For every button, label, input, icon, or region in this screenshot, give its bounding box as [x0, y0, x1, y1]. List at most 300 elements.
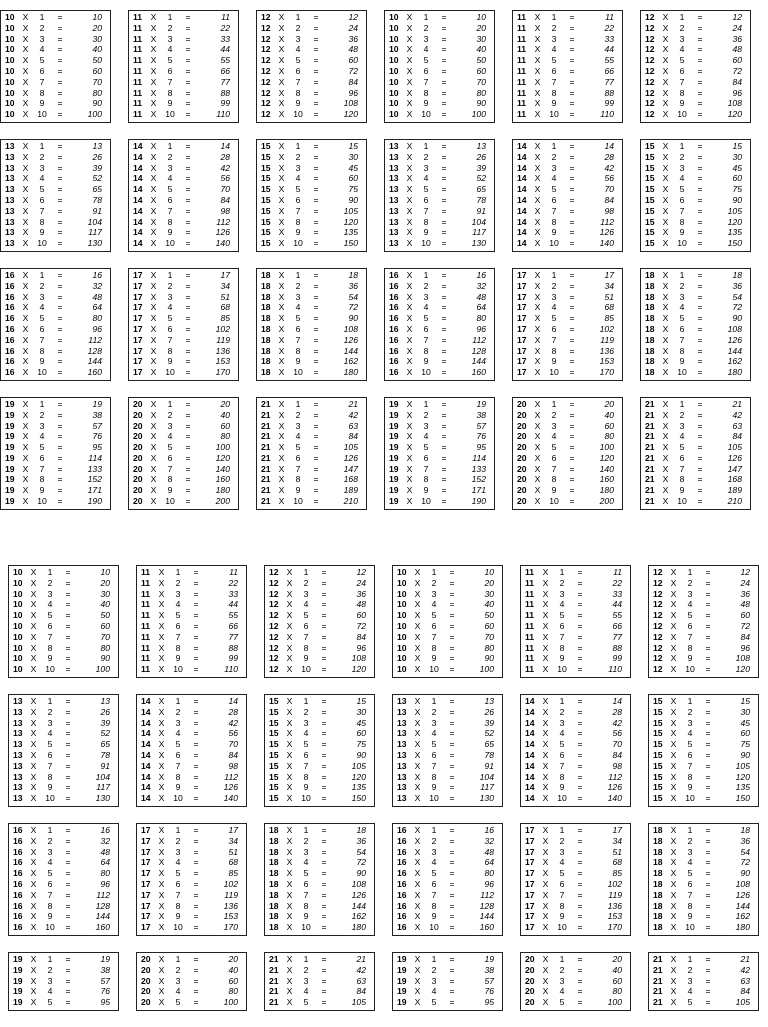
multiply-sign: X	[542, 793, 549, 804]
base-number: 21	[269, 964, 279, 975]
base-number: 16	[13, 824, 23, 835]
multiplier: 8	[39, 216, 45, 227]
base-number: 11	[517, 98, 527, 109]
table-line	[389, 141, 492, 152]
table-line	[525, 728, 628, 739]
table-line	[645, 496, 748, 507]
table-line	[397, 761, 500, 772]
multiply-sign: X	[414, 824, 421, 835]
equals-sign: =	[569, 280, 575, 291]
multiplier: 9	[559, 782, 565, 793]
equals-sign: =	[65, 953, 71, 964]
product: 17	[228, 824, 238, 835]
multiplier: 10	[421, 109, 431, 120]
product: 24	[356, 577, 366, 588]
base-number: 20	[133, 442, 143, 453]
product: 80	[612, 986, 622, 997]
equals-sign: =	[185, 140, 191, 151]
table-line	[397, 643, 500, 654]
table-line	[141, 643, 244, 654]
table-line	[653, 578, 756, 589]
multiply-sign: X	[30, 857, 37, 868]
base-number: 16	[13, 835, 23, 846]
multiply-sign: X	[278, 431, 285, 442]
multiplier: 5	[551, 184, 557, 195]
equals-sign: =	[577, 922, 583, 933]
table-line	[5, 12, 108, 23]
base-number: 12	[269, 631, 279, 642]
multiply-sign: X	[286, 631, 293, 642]
base-number: 20	[517, 485, 527, 496]
multiplier: 4	[551, 44, 557, 55]
product: 96	[476, 323, 486, 334]
equals-sign: =	[569, 216, 575, 227]
equals-sign: =	[441, 463, 447, 474]
equals-sign: =	[441, 109, 447, 120]
base-number: 14	[525, 717, 535, 728]
table-line	[517, 313, 620, 324]
equals-sign: =	[441, 334, 447, 345]
base-number: 12	[269, 620, 279, 631]
equals-sign: =	[193, 793, 199, 804]
table-line	[261, 399, 364, 410]
multiplier: 1	[687, 567, 693, 577]
product: 14	[228, 695, 238, 706]
base-number: 14	[525, 771, 535, 782]
multiply-sign: X	[406, 280, 413, 291]
equals-sign: =	[697, 151, 703, 162]
multiply-sign: X	[30, 793, 37, 804]
table-line	[269, 976, 372, 987]
base-number: 18	[653, 835, 663, 846]
multiply-sign: X	[158, 771, 165, 782]
base-number: 19	[389, 463, 399, 474]
multiply-sign: X	[542, 664, 549, 675]
multiplier: 6	[679, 323, 685, 334]
multiply-sign: X	[30, 868, 37, 879]
product: 152	[87, 474, 102, 485]
product: 98	[612, 760, 622, 771]
multiplier: 10	[557, 922, 567, 933]
multiplier: 2	[39, 280, 45, 291]
base-number: 10	[13, 642, 23, 653]
equals-sign: =	[321, 610, 327, 621]
table-line	[133, 313, 236, 324]
base-number: 18	[645, 323, 655, 334]
product: 72	[348, 65, 358, 76]
multiply-sign: X	[30, 835, 37, 846]
equals-sign: =	[697, 194, 703, 205]
multiplier: 1	[431, 567, 437, 577]
base-number: 19	[5, 463, 15, 474]
multiply-sign: X	[662, 44, 669, 55]
multiply-sign: X	[286, 878, 293, 889]
multiplier: 6	[423, 323, 429, 334]
table-line	[5, 453, 108, 464]
table-line	[517, 66, 620, 77]
multiplier: 10	[45, 793, 55, 804]
base-number: 12	[645, 98, 655, 109]
base-number: 16	[5, 280, 15, 291]
table-line	[517, 184, 620, 195]
base-number: 13	[5, 194, 15, 205]
multiplier: 2	[423, 409, 429, 420]
base-number: 13	[389, 151, 399, 162]
table-line	[389, 442, 492, 453]
equals-sign: =	[449, 771, 455, 782]
base-number: 19	[5, 431, 15, 442]
product: 39	[92, 162, 102, 173]
equals-sign: =	[57, 302, 63, 313]
table-line	[269, 728, 372, 739]
multiply-sign: X	[542, 610, 549, 621]
multiplier: 2	[679, 409, 685, 420]
product: 90	[484, 653, 494, 664]
table-line	[645, 431, 748, 442]
product: 60	[228, 975, 238, 986]
base-number: 16	[13, 868, 23, 879]
times-table-14	[520, 694, 631, 807]
multiplier: 4	[47, 728, 53, 739]
table-line	[5, 173, 108, 184]
multiply-sign: X	[286, 986, 293, 997]
base-number: 21	[261, 431, 271, 442]
base-number: 12	[645, 33, 655, 44]
table-line	[261, 34, 364, 45]
base-number: 11	[525, 653, 535, 664]
table-line	[653, 696, 756, 707]
product: 144	[479, 911, 494, 922]
equals-sign: =	[57, 496, 63, 507]
product: 112	[608, 771, 622, 782]
multiplier: 6	[303, 620, 309, 631]
multiply-sign: X	[22, 291, 29, 302]
base-number: 10	[389, 12, 399, 22]
multiplier: 1	[431, 953, 437, 964]
base-number: 19	[5, 452, 15, 463]
base-number: 20	[525, 986, 535, 997]
product: 15	[732, 140, 742, 151]
multiply-sign: X	[662, 173, 669, 184]
multiply-sign: X	[158, 878, 165, 889]
multiplier: 3	[47, 588, 53, 599]
multiply-sign: X	[158, 610, 165, 621]
multiply-sign: X	[542, 900, 549, 911]
equals-sign: =	[65, 728, 71, 739]
equals-sign: =	[321, 664, 327, 675]
multiplier: 9	[303, 782, 309, 793]
table-line	[5, 464, 108, 475]
table-line	[261, 88, 364, 99]
base-number: 11	[133, 44, 143, 55]
base-number: 15	[269, 717, 279, 728]
multiplier: 7	[423, 205, 429, 216]
product: 200	[599, 496, 614, 507]
base-number: 15	[645, 173, 655, 184]
product: 99	[604, 98, 614, 109]
table-line	[653, 707, 756, 718]
table-line	[5, 217, 108, 228]
base-number: 21	[261, 452, 271, 463]
table-line	[13, 965, 116, 976]
table-line	[389, 367, 492, 378]
multiplier: 1	[423, 140, 429, 151]
multiplier: 8	[687, 900, 693, 911]
base-number: 18	[653, 900, 663, 911]
multiplier: 8	[559, 900, 565, 911]
product: 70	[220, 184, 230, 195]
equals-sign: =	[697, 269, 703, 280]
multiply-sign: X	[22, 12, 29, 22]
equals-sign: =	[441, 238, 447, 249]
table-line	[5, 184, 108, 195]
table-line	[141, 997, 244, 1008]
product: 120	[735, 664, 750, 675]
product: 105	[343, 205, 358, 216]
base-number: 16	[397, 911, 407, 922]
equals-sign: =	[193, 588, 199, 599]
table-line	[13, 890, 116, 901]
table-line	[525, 879, 628, 890]
equals-sign: =	[185, 216, 191, 227]
equals-sign: =	[705, 953, 711, 964]
multiplier: 5	[423, 184, 429, 195]
table-line	[517, 346, 620, 357]
multiplier: 6	[431, 620, 437, 631]
multiply-sign: X	[542, 911, 549, 922]
product: 170	[607, 922, 622, 933]
base-number: 16	[13, 878, 23, 889]
multiplier: 5	[431, 739, 437, 750]
table-line	[261, 410, 364, 421]
multiply-sign: X	[662, 442, 669, 453]
table-line	[397, 718, 500, 729]
times-table-16	[0, 268, 111, 381]
equals-sign: =	[569, 33, 575, 44]
multiplier: 4	[687, 986, 693, 997]
multiplier: 4	[687, 599, 693, 610]
product: 75	[348, 184, 358, 195]
table-block-row	[8, 694, 768, 807]
base-number: 10	[13, 567, 23, 577]
product: 150	[343, 238, 358, 249]
base-number: 14	[525, 739, 535, 750]
table-line	[133, 302, 236, 313]
table-line	[525, 997, 628, 1008]
multiply-sign: X	[30, 900, 37, 911]
multiply-sign: X	[278, 76, 285, 87]
multiply-sign: X	[534, 44, 541, 55]
multiply-sign: X	[534, 87, 541, 98]
product: 88	[612, 642, 622, 653]
multiply-sign: X	[542, 997, 549, 1008]
base-number: 14	[133, 194, 143, 205]
base-number: 17	[141, 835, 151, 846]
base-number: 10	[5, 109, 15, 120]
product: 77	[604, 76, 614, 87]
times-table-18	[264, 823, 375, 936]
multiply-sign: X	[406, 334, 413, 345]
multiplier: 4	[551, 302, 557, 313]
equals-sign: =	[697, 291, 703, 302]
multiplier: 2	[559, 964, 565, 975]
equals-sign: =	[321, 900, 327, 911]
multiply-sign: X	[414, 749, 421, 760]
multiplier: 7	[423, 334, 429, 345]
base-number: 18	[269, 911, 279, 922]
product: 190	[87, 496, 102, 507]
equals-sign: =	[65, 824, 71, 835]
multiply-sign: X	[670, 922, 677, 933]
table-line	[269, 664, 372, 675]
multiply-sign: X	[22, 227, 29, 238]
product: 140	[223, 793, 238, 804]
multiply-sign: X	[670, 868, 677, 879]
multiplier: 2	[295, 280, 301, 291]
multiply-sign: X	[670, 975, 677, 986]
times-table-17	[512, 268, 623, 381]
equals-sign: =	[185, 452, 191, 463]
product: 162	[343, 356, 358, 367]
table-line	[517, 281, 620, 292]
table-line	[517, 410, 620, 421]
product: 168	[727, 474, 742, 485]
multiply-sign: X	[30, 717, 37, 728]
product: 126	[351, 889, 366, 900]
base-number: 15	[269, 782, 279, 793]
base-number: 12	[261, 55, 271, 66]
multiply-sign: X	[414, 922, 421, 933]
table-line	[645, 335, 748, 346]
table-line	[645, 206, 748, 217]
multiply-sign: X	[22, 485, 29, 496]
table-line	[517, 474, 620, 485]
equals-sign: =	[441, 140, 447, 151]
base-number: 17	[133, 302, 143, 313]
base-number: 19	[5, 420, 15, 431]
multiplier: 5	[679, 184, 685, 195]
base-number: 14	[133, 205, 143, 216]
product: 84	[612, 749, 622, 760]
equals-sign: =	[65, 793, 71, 804]
product: 75	[740, 739, 750, 750]
product: 26	[476, 151, 486, 162]
product: 38	[484, 964, 494, 975]
base-number: 19	[389, 420, 399, 431]
multiplier: 7	[679, 205, 685, 216]
multiplier: 8	[431, 771, 437, 782]
multiplier: 5	[559, 610, 565, 621]
equals-sign: =	[321, 717, 327, 728]
base-number: 14	[525, 728, 535, 739]
times-table-10	[384, 10, 495, 123]
multiplier: 6	[39, 194, 45, 205]
base-number: 16	[5, 334, 15, 345]
equals-sign: =	[441, 398, 447, 409]
table-line	[517, 152, 620, 163]
product: 54	[732, 291, 742, 302]
equals-sign: =	[57, 485, 63, 496]
base-number: 12	[269, 610, 279, 621]
table-line	[525, 922, 628, 933]
multiplier: 7	[39, 76, 45, 87]
multiply-sign: X	[406, 291, 413, 302]
product: 38	[100, 964, 110, 975]
multiply-sign: X	[286, 653, 293, 664]
multiply-sign: X	[534, 367, 541, 378]
table-line	[141, 890, 244, 901]
equals-sign: =	[185, 431, 191, 442]
base-number: 14	[141, 793, 151, 804]
product: 40	[476, 44, 486, 55]
table-line	[397, 997, 500, 1008]
multiply-sign: X	[414, 964, 421, 975]
multiply-sign: X	[542, 739, 549, 750]
table-line	[5, 421, 108, 432]
multiply-sign: X	[286, 588, 293, 599]
multiply-sign: X	[278, 280, 285, 291]
base-number: 13	[13, 739, 23, 750]
product: 55	[220, 55, 230, 66]
table-line	[397, 772, 500, 783]
product: 34	[228, 835, 238, 846]
multiplier: 1	[167, 140, 173, 151]
multiply-sign: X	[662, 420, 669, 431]
product: 21	[732, 398, 742, 409]
product: 136	[607, 900, 622, 911]
multiplier: 5	[167, 313, 173, 324]
multiplier: 9	[551, 356, 557, 367]
table-line	[517, 464, 620, 475]
product: 12	[732, 12, 742, 22]
multiplier: 1	[39, 398, 45, 409]
equals-sign: =	[577, 577, 583, 588]
multiplier: 10	[685, 922, 695, 933]
table-line	[389, 324, 492, 335]
multiplier: 5	[167, 55, 173, 66]
product: 60	[92, 65, 102, 76]
table-line	[141, 857, 244, 868]
equals-sign: =	[185, 420, 191, 431]
multiply-sign: X	[30, 631, 37, 642]
multiply-sign: X	[406, 323, 413, 334]
equals-sign: =	[577, 824, 583, 835]
multiplier: 6	[431, 749, 437, 760]
table-line	[645, 98, 748, 109]
product: 65	[476, 184, 486, 195]
multiplier: 5	[175, 868, 181, 879]
multiplier: 5	[423, 55, 429, 66]
product: 120	[735, 771, 750, 782]
table-line	[269, 825, 372, 836]
table-line	[5, 335, 108, 346]
multiplier: 3	[303, 846, 309, 857]
product: 12	[356, 567, 366, 577]
multiplier: 8	[679, 474, 685, 485]
base-number: 21	[269, 953, 279, 964]
multiply-sign: X	[670, 997, 677, 1008]
multiplier: 6	[295, 452, 301, 463]
product: 70	[484, 631, 494, 642]
product: 54	[348, 291, 358, 302]
multiply-sign: X	[534, 420, 541, 431]
multiplier: 6	[175, 749, 181, 760]
product: 90	[740, 868, 750, 879]
multiply-sign: X	[286, 664, 293, 675]
equals-sign: =	[569, 151, 575, 162]
table-line	[5, 152, 108, 163]
base-number: 18	[261, 356, 271, 367]
